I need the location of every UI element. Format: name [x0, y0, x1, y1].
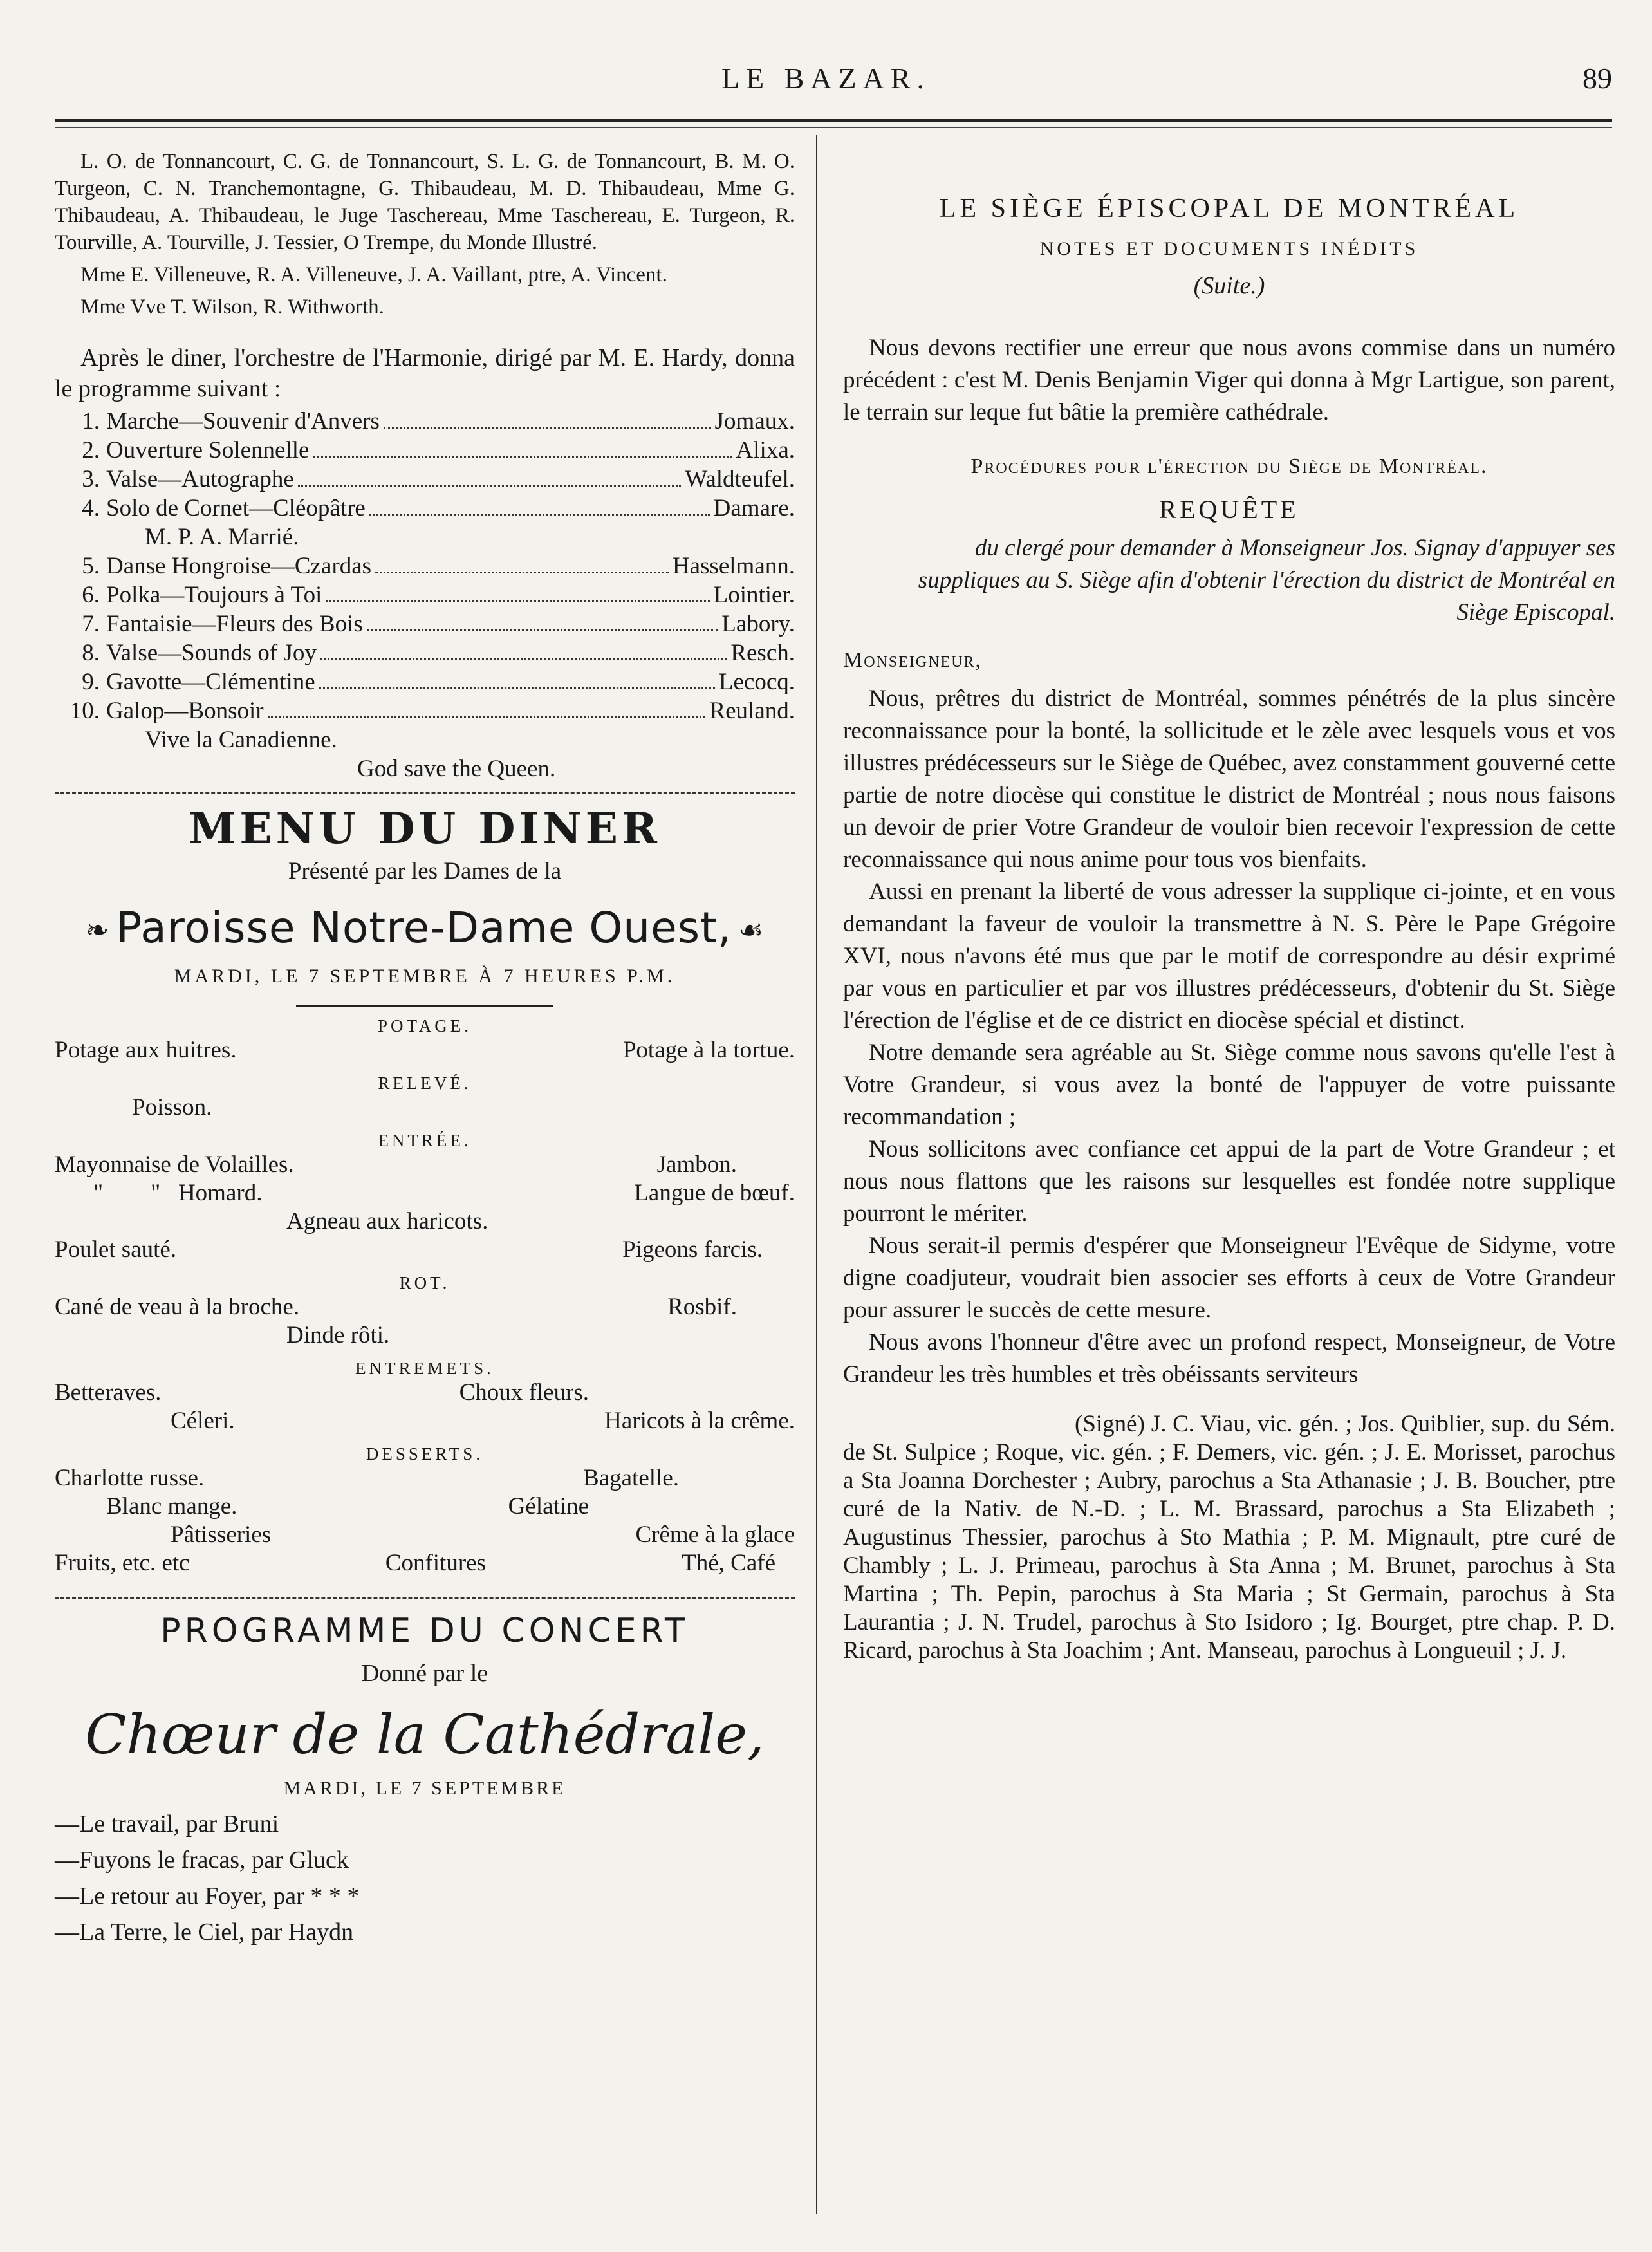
fleuron-left-icon: ❧	[85, 914, 110, 947]
article-body	[843, 332, 1615, 429]
menu-section-heading: POTAGE.	[377, 1016, 472, 1036]
programme-soloist: M. P. A. Marrié.	[145, 524, 299, 550]
article-body	[843, 683, 1615, 1391]
article-paragraph: Nous, prêtres du district de Montréal, sommes pénétrés de la plus sincère reconnaissance pour la bonté, la sollicitude et le zèle avec lesquels vous et vos illustres prédécesseurs sur le Siège de Québec, avez constamment gouverné cette partie de notre diocèse qui constitue le district de Montréal ; nous nous faisons un devoir de prier Votre Grandeur de vouloir bien recevoir l'expression de cette reconnaissance qui nous anime pour tous vos bienfaits.	[843, 685, 1615, 873]
concert-pieces	[55, 1806, 795, 1950]
menu-row: Mayonnaise de Volailles. Jambon.	[55, 1151, 737, 1178]
menu-row: Pâtisseries Crême à la glace	[171, 1521, 795, 1548]
column-divider	[816, 135, 817, 2214]
god-save-the-queen: God save the Queen.	[357, 756, 556, 782]
ornamental-rule	[296, 1005, 553, 1007]
concert-piece: —Fuyons le fracas, par Gluck	[55, 1847, 349, 1874]
menu-presented-by: Présenté par les Dames de la	[288, 858, 562, 884]
menu-row: Charlotte russe. Bagatelle.	[55, 1465, 679, 1491]
guest-names-paragraph: L. O. de Tonnancourt, C. G. de Tonnancourt, S. L. G. de Tonnancourt, B. M. O. Turgeon, C. N. Tranchemontagne, G. Thibaudeau, M. D. Thibaudeau, Mme G. Thibaudeau, A. Thibaudeau, le Juge Taschereau, Mme Taschereau, E. Turgeon, R. Tourville, A. Tourville, J. Tessier, O Trempe, du Monde Illustré.	[55, 150, 795, 254]
programme-item: 10. Galop—Bonsoir Reuland.	[70, 698, 795, 724]
orchestra-intro: Après le diner, l'orchestre de l'Harmonie, dirigé par M. E. Hardy, donna le programme suivant :	[55, 344, 795, 402]
left-column	[55, 148, 795, 1950]
article-paragraph: Nous serait-il permis d'espérer que Monseigneur l'Evêque de Sidyme, votre digne coadjuteur, voudrait bien associer ses efforts à ceux de Votre Grandeur pour assurer le succès de cette mesure.	[843, 1233, 1615, 1323]
programme-item: 6. Polka—Toujours à Toi Lointier.	[82, 582, 795, 608]
fleuron-right-icon: ☙	[738, 914, 765, 947]
programme-item: 9. Gavotte—Clémentine Lecocq.	[82, 669, 795, 695]
menu-date: MARDI, LE 7 SEPTEMBRE À 7 HEURES P.M.	[174, 965, 676, 987]
paroisse-heading: ❧ Paroisse Notre-Dame Ouest, ☙	[55, 903, 795, 953]
menu-title: MENU DU DINER	[189, 803, 661, 853]
programme-item: 1. Marche—Souvenir d'Anvers Jomaux.	[82, 408, 795, 434]
requete-heading: REQUÊTE	[1159, 495, 1299, 524]
page-number: 89	[1582, 62, 1612, 95]
menu-section-heading: ENTRÉE.	[378, 1131, 472, 1150]
requete-description: du clergé pour demander à Monseigneur Jos. Signay d'appuyer ses suppliques au S. Siège afin d'obtenir l'érection du district de Montréal en Siège Episcopal.	[918, 535, 1615, 626]
header-rule-thin	[55, 127, 1612, 128]
right-column	[843, 148, 1615, 1665]
programme-item: 4. Solo de Cornet—Cléopâtre Damare.	[82, 495, 795, 521]
programme-item: 7. Fantaisie—Fleurs des Bois Labory.	[82, 611, 795, 637]
menu-row: Cané de veau à la broche. Rosbif.	[55, 1294, 737, 1320]
menu-section-heading: ENTREMETS.	[355, 1359, 494, 1378]
article-suite: (Suite.)	[1193, 272, 1265, 299]
signatures-text: (Signé) J. C. Viau, vic. gén. ; Jos. Quiblier, sup. du Sém. de St. Sulpice ; Roque, vic. gén. ; F. Demers, vic. gén. ; J. E. Morisset, parochus a Sta Joanna Dorchester ; Aubry, parochus a Sta Athanasie ; J. B. Boucher, ptre curé de la Nativ. de N.-D. ; L. M. Brassard, parochus a Sta Elizabeth ; Augustinus Thessier, parochus à Sto Mathia ; P. M. Mignault, ptre curé de Chambly ; L. J. Primeau, parochus à Sta Anna ; M. Brunet, parochus à Sta Martina ; Th. Pepin, parochus à Sta Maria ; St Germain, parochus à Sta Laurantia ; J. N. Trudel, parochus à Sto Isidoro ; Ig. Bourget, ptre chap. P. D. Ricard, parochus à Sta Joachim ; Ant. Manseau, parochus à Longueuil ; J. J.	[843, 1411, 1615, 1664]
concert-piece: —Le travail, par Bruni	[55, 1810, 279, 1838]
concert-given-by: Donné par le	[361, 1660, 488, 1687]
programme-item: 5. Danse Hongroise—Czardas Hasselmann.	[82, 553, 795, 579]
article-paragraph: Nous devons rectifier une erreur que nous avons commise dans un numéro précédent : c'est M. Denis Benjamin Viger qui donna à Mgr Lartigue, son parent, le terrain sur leque fut bâtie la première cathédrale.	[843, 335, 1615, 425]
programme-item: 3. Valse—Autographe Waldteufel.	[82, 466, 795, 492]
menu-row: Betteraves. Choux fleurs.	[55, 1379, 589, 1406]
menu-list	[55, 1016, 795, 1577]
concert-piece: —Le retour au Foyer, par * * *	[55, 1883, 360, 1910]
menu-section-heading: RELEVÉ.	[378, 1074, 472, 1093]
menu-section-heading: DESSERTS.	[366, 1444, 484, 1464]
concert-date: MARDI, LE 7 SEPTEMBRE	[283, 1778, 566, 1799]
menu-row: Blanc mange. Gélatine	[106, 1493, 589, 1520]
programme-item: 2. Ouverture Solennelle Alixa.	[82, 437, 795, 463]
section-separator	[55, 792, 795, 794]
signatures	[843, 1410, 1615, 1665]
menu-row: Fruits, etc. etc Confitures Thé, Café	[55, 1550, 775, 1576]
section-separator	[55, 1597, 795, 1599]
menu-row: Dinde rôti.	[286, 1322, 390, 1348]
article-paragraph: Nous sollicitons avec confiance cet appui de la part de Votre Grandeur ; et nous nous flattons que les raisons sur lesquelles est fondée notre supplique pourront le mériter.	[843, 1136, 1615, 1227]
salutation: Monseigneur,	[843, 648, 983, 672]
article-paragraph: Nous avons l'honneur d'être avec un profond respect, Monseigneur, de Votre Grandeur les très humbles et très obéissants serviteurs	[843, 1329, 1615, 1388]
menu-row: Céleri. Haricots à la crême.	[171, 1408, 795, 1434]
concert-title: PROGRAMME DU CONCERT	[160, 1612, 689, 1650]
procedures-heading: Procédures pour l'érection du Siège de Montréal.	[970, 454, 1488, 478]
header-rule	[55, 119, 1612, 122]
orchestra-programme	[55, 407, 795, 725]
article-subtitle: NOTES ET DOCUMENTS INÉDITS	[1039, 238, 1419, 259]
guest-names-paragraph: Mme E. Villeneuve, R. A. Villeneuve, J. A. Vaillant, ptre, A. Vincent.	[80, 263, 667, 286]
running-head: LE BAZAR.	[721, 62, 931, 95]
choeur-heading: Chœur de la Cathédrale,	[85, 1703, 765, 1766]
menu-section-heading: ROT.	[399, 1273, 450, 1292]
menu-row: Potage aux huitres. Potage à la tortue.	[55, 1037, 795, 1063]
menu-row: Poisson.	[132, 1094, 212, 1121]
vive-la-canadienne: Vive la Canadienne.	[145, 727, 337, 753]
article-paragraph: Notre demande sera agréable au St. Siège comme nous savons qu'elle l'est à Votre Grandeur, si vous avez la bonté de l'appuyer de votre puissante recommandation ;	[843, 1039, 1615, 1130]
guest-names	[55, 148, 795, 321]
concert-piece: —La Terre, le Ciel, par Haydn	[55, 1919, 354, 1946]
menu-row: Poulet sauté. Pigeons farcis.	[55, 1236, 763, 1263]
article-paragraph: Aussi en prenant la liberté de vous adresser la supplique ci-jointe, et en vous demandant la faveur de vouloir la transmettre à N. S. Père le Pape Grégoire XVI, nous n'avons été mus que par le motif de correspondre au désir exprimé par vous en particulier et par vos illustres prédécesseurs, d'obtenir du St. Siège l'érection de l'église et de ce district en diocèse spécial et distinct.	[843, 879, 1615, 1034]
menu-row: " " Homard. Langue de bœuf.	[93, 1180, 795, 1206]
article-title: LE SIÈGE ÉPISCOPAL DE MONTRÉAL	[939, 194, 1519, 223]
programme-item: 8. Valse—Sounds of Joy Resch.	[82, 640, 795, 666]
menu-row: Agneau aux haricots.	[286, 1208, 488, 1234]
guest-names-paragraph: Mme Vve T. Wilson, R. Withworth.	[80, 295, 384, 319]
